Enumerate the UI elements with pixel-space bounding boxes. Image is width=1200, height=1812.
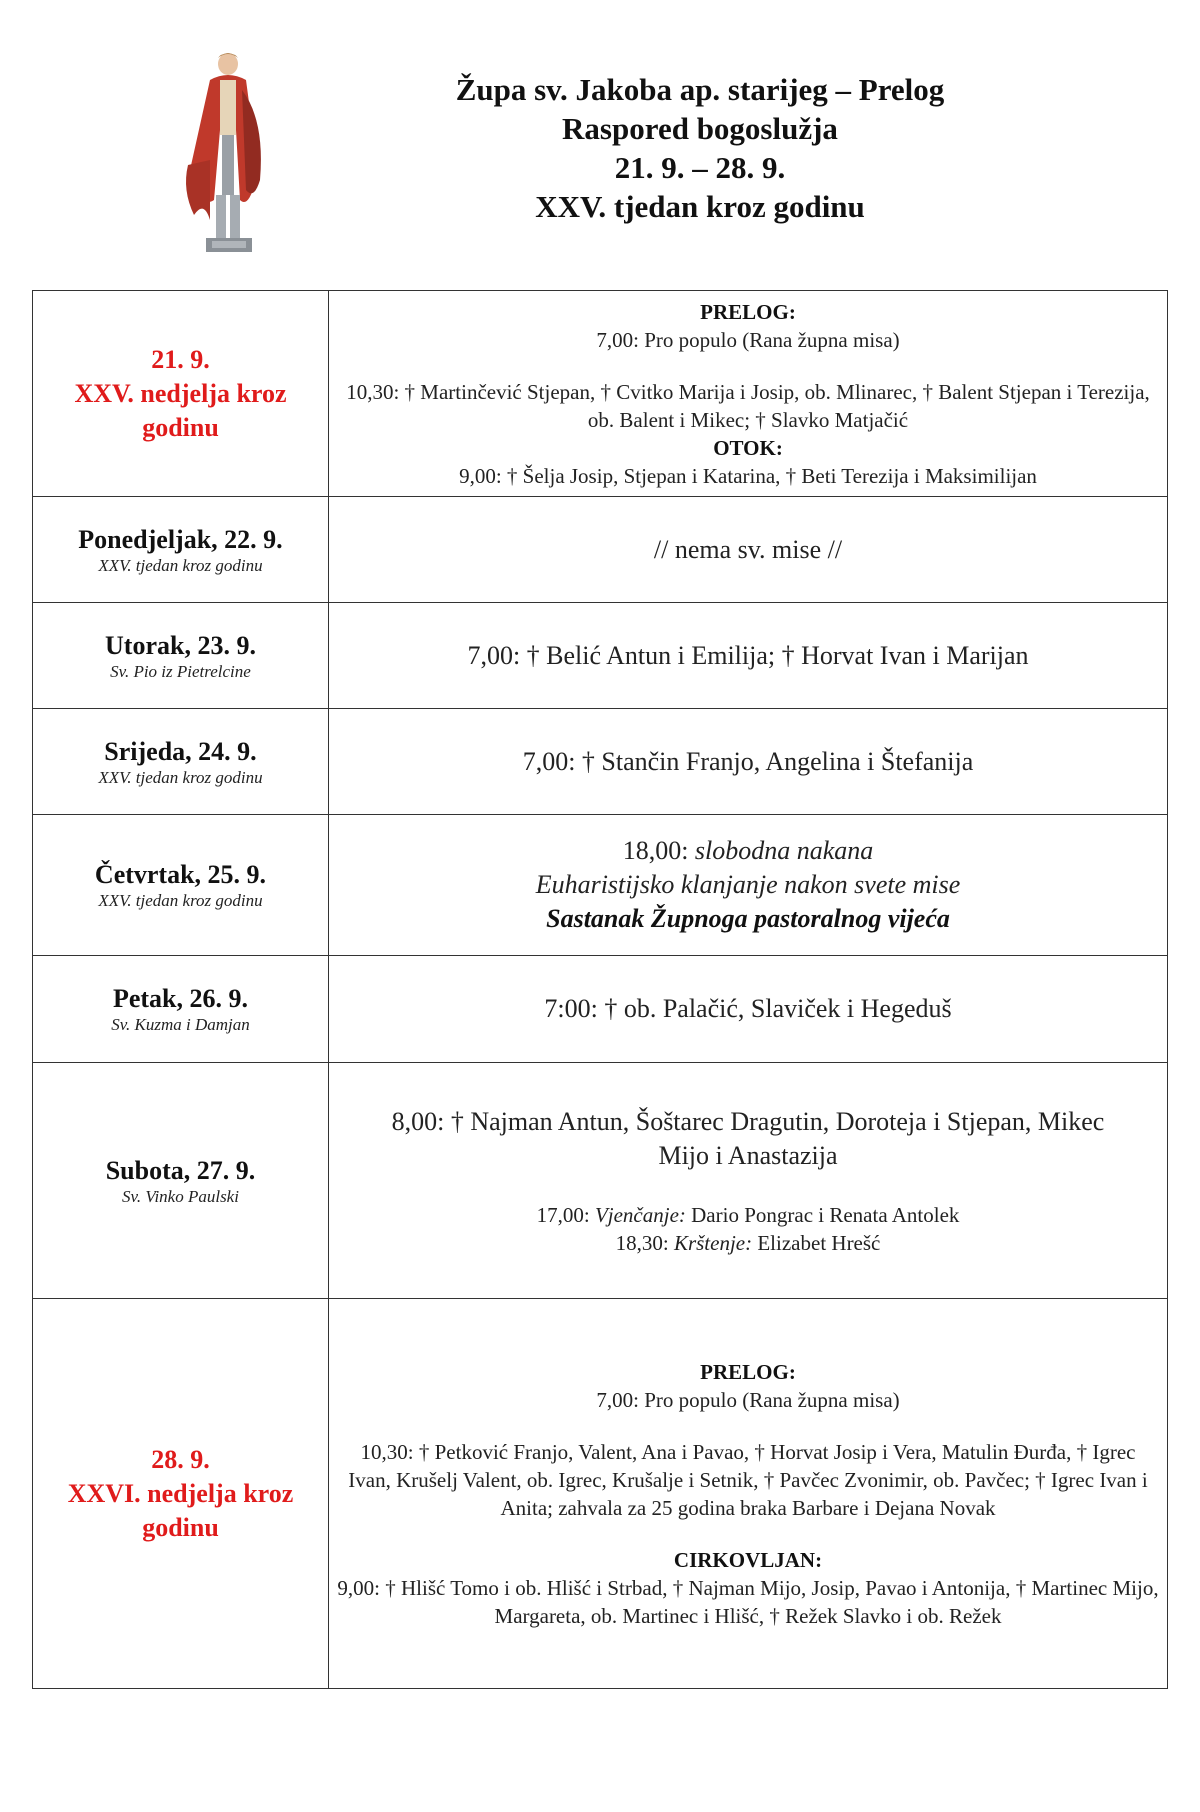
mass-cell	[329, 709, 1168, 815]
wedding-entry	[337, 1201, 1159, 1229]
day-cell	[33, 603, 329, 709]
mass-entry: 10,30: † Martinčević Stjepan, † Cvitko Marija i Josip, ob. Mlinarec, † Balent Stjepan i Terezija, ob. Balent i Mikec; † Slavko Matjačić	[346, 379, 1150, 432]
mass-entry: 9,00: † Šelja Josip, Stjepan i Katarina, † Beti Terezija i Maksimilijan	[459, 463, 1037, 488]
table-row	[33, 291, 1168, 497]
mass-entry: 10,30: † Petković Franjo, Valent, Ana i Pavao, † Horvat Josip i Vera, Matulin Đurđa, † Igrec Ivan, Krušelj Valent, ob. Igrec, Krušalje i Setnik, † Pavčec Zvonimir, ob. Pavčec; † Igrec Ivan i Anita; zahvala za 25 godina braka Barbare i Dejana Novak	[348, 1439, 1148, 1520]
wedding-label: Vjenčanje:	[594, 1202, 686, 1227]
sunday-date: 28. 9.	[151, 1444, 210, 1474]
mass-cell	[329, 956, 1168, 1063]
mass-entry: 8,00: † Najman Antun, Šoštarec Dragutin, Doroteja i Stjepan, Mikec Mijo i Anastazija	[391, 1106, 1105, 1170]
day-cell	[33, 1299, 329, 1689]
mass-entry: 7,00: † Stančin Franjo, Angelina i Štefanija	[522, 746, 974, 776]
table-row	[33, 709, 1168, 815]
table-row	[33, 497, 1168, 603]
day-cell	[33, 815, 329, 956]
day-subtitle: Sv. Kuzma i Damjan	[111, 1015, 250, 1034]
schedule-title: Raspored bogoslužja	[562, 111, 838, 146]
table-row	[33, 603, 1168, 709]
day-cell	[33, 709, 329, 815]
day-name: Subota, 27. 9.	[105, 1155, 256, 1185]
mass-cell	[329, 497, 1168, 603]
date-range: 21. 9. – 28. 9.	[614, 150, 786, 185]
table-row	[33, 956, 1168, 1063]
day-cell	[33, 291, 329, 497]
saint-statue-image	[180, 50, 270, 255]
week-title: XXV. tjedan kroz godinu	[535, 189, 865, 224]
location-label: OTOK:	[713, 435, 783, 460]
day-name: Utorak, 23. 9.	[105, 630, 256, 660]
day-cell	[33, 1063, 329, 1299]
baptism-time: 18,30:	[615, 1230, 669, 1255]
location-label: PRELOG:	[700, 1359, 796, 1384]
baptism-entry	[337, 1229, 1159, 1257]
day-cell	[33, 956, 329, 1063]
sunday-title: XXV. nedjelja kroz godinu	[74, 378, 287, 442]
adoration-note: Euharistijsko klanjanje nakon svete mise	[535, 870, 961, 899]
day-subtitle: XXV. tjedan kroz godinu	[98, 891, 263, 910]
sunday-title: XXVI. nedjelja kroz godinu	[67, 1478, 294, 1542]
mass-entry	[337, 834, 1159, 868]
mass-entry: // nema sv. mise //	[653, 534, 843, 564]
mass-cell	[329, 291, 1168, 497]
mass-cell	[329, 815, 1168, 956]
mass-entry: 7,00: Pro populo (Rana župna misa)	[596, 327, 900, 352]
mass-entry: 7:00: † ob. Palačić, Slaviček i Hegeduš	[544, 994, 952, 1023]
sunday-date: 21. 9.	[151, 344, 210, 374]
mass-entry: 7,00: Pro populo (Rana župna misa)	[596, 1387, 900, 1412]
day-name: Petak, 26. 9.	[112, 984, 249, 1013]
parish-title: Župa sv. Jakoba ap. starijeg – Prelog	[455, 72, 945, 107]
mass-time: 18,00:	[622, 836, 689, 865]
table-row	[33, 1063, 1168, 1299]
schedule-table	[32, 290, 1168, 1689]
wedding-time: 17,00:	[536, 1202, 590, 1227]
mass-cell	[329, 1063, 1168, 1299]
document-header	[330, 70, 1070, 226]
meeting-note: Sastanak Župnoga pastoralnog vijeća	[546, 904, 950, 933]
day-name: Srijeda, 24. 9.	[104, 736, 257, 766]
table-row	[33, 815, 1168, 956]
day-subtitle: Sv. Vinko Paulski	[122, 1186, 239, 1206]
day-name: Četvrtak, 25. 9.	[94, 860, 267, 889]
mass-cell	[329, 603, 1168, 709]
day-cell	[33, 497, 329, 603]
baptism-names: Elizabet Hrešć	[757, 1230, 881, 1255]
mass-entry: 9,00: † Hlišć Tomo i ob. Hlišć i Strbad, † Najman Mijo, Josip, Pavao i Antonija, † Martinec Mijo, Margareta, ob. Martinec i Hlišć, † Režek Slavko i ob. Režek	[337, 1575, 1159, 1628]
baptism-label: Krštenje:	[673, 1230, 753, 1255]
day-subtitle: XXV. tjedan kroz godinu	[98, 555, 263, 575]
day-name: Ponedjeljak, 22. 9.	[78, 524, 283, 554]
mass-entry: 7,00: † Belić Antun i Emilija; † Horvat Ivan i Marijan	[467, 640, 1029, 670]
day-subtitle: Sv. Pio iz Pietrelcine	[110, 661, 251, 681]
day-subtitle: XXV. tjedan kroz godinu	[98, 767, 263, 787]
table-row	[33, 1299, 1168, 1689]
location-label: CIRKOVLJAN:	[673, 1547, 823, 1572]
wedding-names: Dario Pongrac i Renata Antolek	[691, 1202, 960, 1227]
mass-intention: slobodna nakana	[694, 836, 874, 865]
mass-cell	[329, 1299, 1168, 1689]
location-label: PRELOG:	[700, 299, 796, 324]
